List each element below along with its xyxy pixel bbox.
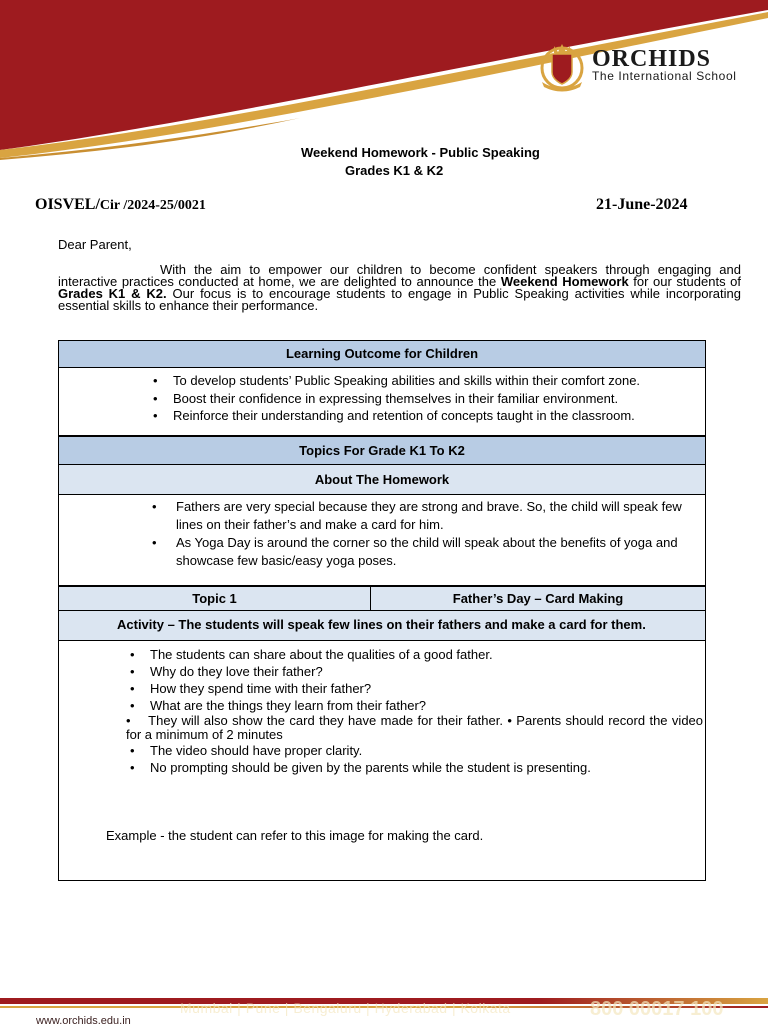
list-item [130,663,703,680]
doc-title: Weekend Homework - Public Speaking [301,145,540,160]
ref-main: OISVEL/ [35,196,100,213]
footer [0,998,768,1027]
list-item [153,372,693,390]
brand-tagline: The International School [592,69,737,83]
intro-bold-1: Weekend Homework [500,274,629,289]
bullet-icon: • [130,743,135,758]
list-item [152,534,703,570]
topic1-activity: Activity – The students will speak few lines on their fathers and make a card for them. [59,611,705,641]
list-item [130,742,703,759]
footer-locations: Mumbai | Pune | Bengaluru | Hyderabad | Kolkata [180,1000,511,1016]
list-item [153,390,693,408]
intro-text-2: for our students of [628,274,741,289]
topics-table [58,436,706,586]
learning-outcome-heading: Learning Outcome for Children [59,341,705,368]
list-item-text: The students can share about the qualities of a good father. [150,647,493,662]
footer-phone: 800 00017 100 [590,998,724,1020]
circular-reference [35,196,206,214]
bullet-icon: • [130,760,135,775]
about-homework-heading: About The Homework [59,465,705,495]
topic1-name: Father’s Day – Card Making [452,591,624,606]
list-item [130,759,703,776]
list-item-text: No prompting should be given by the parents while the student is presenting. [150,760,591,775]
list-item-text: Fathers are very special because they are strong and brave. So, the child will speak few lines on their father’s and make a card for him. [176,499,682,532]
ref-rest: Cir /2024-25/0021 [99,198,206,213]
intro-text-3: Our focus is to encourage students to engage in Public Speaking activities while incorporating essential skills to enhance their performance. [58,286,741,313]
list-item-text: To develop students’ Public Speaking abilities and skills within their comfort zone. [173,373,641,388]
list-item-text: What are the things they learn from their father? [150,698,427,713]
crest-icon [536,40,588,92]
list-item-text: The video should have proper clarity. [150,743,363,758]
topics-heading: Topics For Grade K1 To K2 [59,437,705,465]
bullet-icon: • [153,373,158,388]
list-item-text: Why do they love their father? [150,664,323,679]
list-item [126,714,703,742]
intro-bold-2: Grades K1 & K2. [58,286,167,301]
example-note: Example - the student can refer to this image for making the card. [106,828,484,843]
bullet-icon: • [130,664,135,679]
list-item-text: Boost their confidence in expressing themselves in their familiar environment. [173,390,619,406]
bullet-icon: • [130,647,135,662]
list-item-text: How they spend time with their father? [150,681,372,696]
circular-date: 21-June-2024 [596,196,688,213]
topic1-list [126,646,704,776]
bullet-icon: • [152,535,157,550]
topic1-label: Topic 1 [59,587,371,610]
brand-name: ORCHIDS [592,46,712,72]
topics-list [152,498,703,570]
list-item [130,646,703,663]
doc-grades: Grades K1 & K2 [345,163,444,178]
list-item-text: Reinforce their understanding and retention of concepts taught in the classroom. [173,408,635,423]
bullet-icon: • [126,713,131,728]
list-item [153,407,693,425]
list-item-text: They will also show the card they have made for their father. • Parents should record the video for a minimum of 2 minutes [126,713,704,742]
list-item [152,498,703,534]
bullet-icon: • [130,681,135,696]
list-item [130,697,703,714]
bullet-icon: • [130,698,135,713]
intro-text-1: With the aim to empower our children to become confident speakers through engaging and interactive practices conducted at home, we are delighted to announce the [58,262,741,289]
bullet-icon: • [152,499,157,514]
learning-outcome-table [58,340,706,436]
list-item-text: As Yoga Day is around the corner so the child will speak about the benefits of yoga and showcase few basic/easy yoga poses. [176,535,678,568]
bullet-icon: • [153,408,158,423]
bullet-icon: • [153,390,158,406]
greeting: Dear Parent, [58,237,132,252]
topic1-table [58,586,706,881]
footer-website: www.orchids.edu.in [36,1015,131,1027]
learning-outcome-list [153,372,693,425]
topic1-row [59,587,705,611]
school-logo [536,38,746,94]
list-item [130,680,703,697]
intro-paragraph [58,264,741,312]
